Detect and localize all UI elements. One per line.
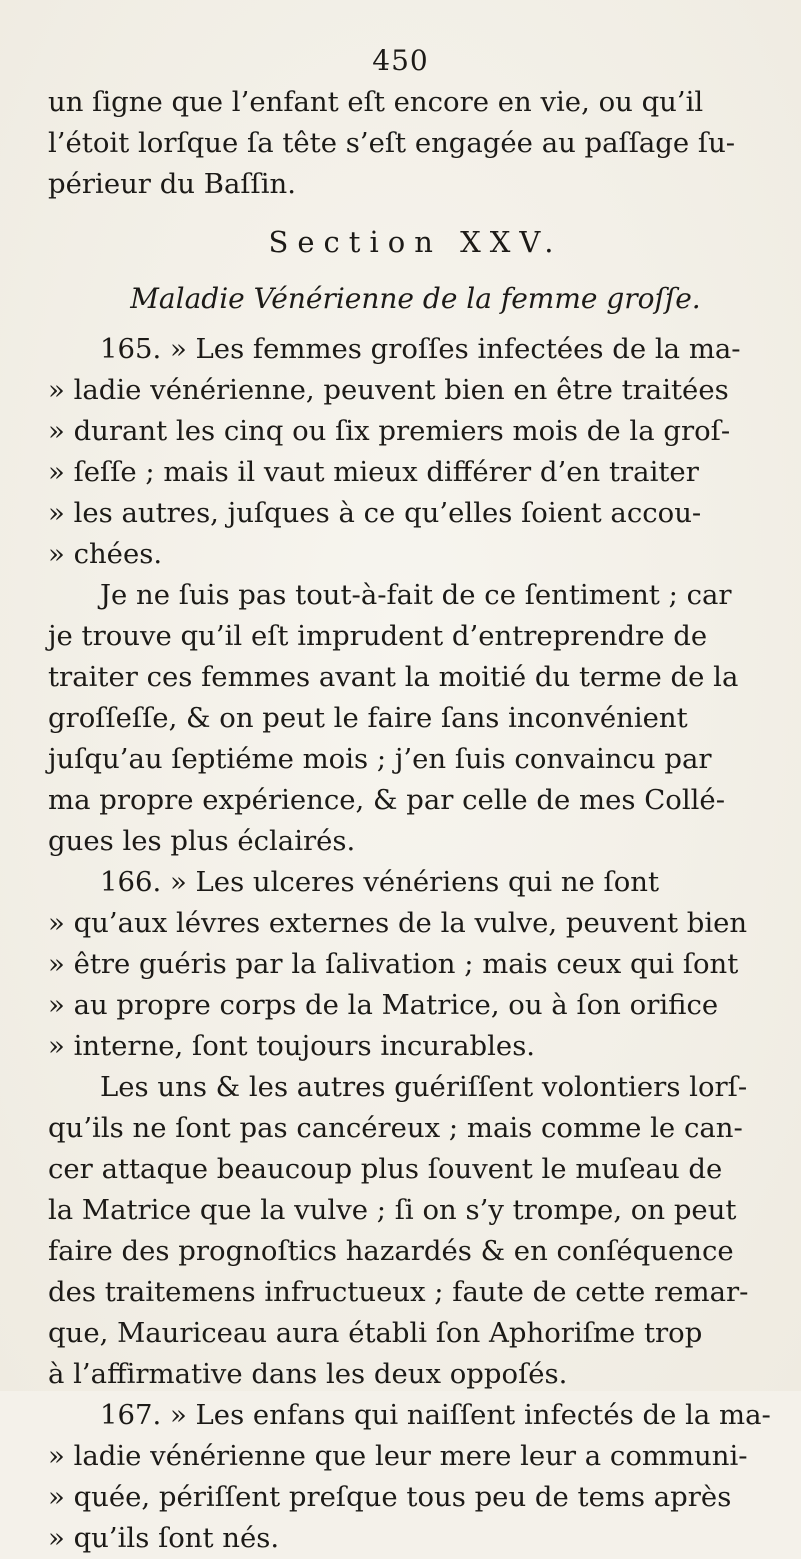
text-line: » quée, périſſent preſque tous peu de tems après	[48, 1481, 732, 1513]
text-line: 167. » Les enfans qui naiſſent infectés de la ma-	[100, 1399, 771, 1431]
text-line: » durant les cinq ou ſix premiers mois de la groſ-	[48, 415, 731, 447]
text-line: la Matrice que la vulve ; ſi on s’y trompe, on peut	[48, 1194, 737, 1226]
text-line: cer attaque beaucoup plus ſouvent le muſeau de	[48, 1153, 723, 1185]
intro-paragraph	[48, 82, 783, 205]
text-line: » interne, ſont toujours incurables.	[48, 1030, 536, 1062]
text-line: Les uns & les autres guériſſent volontiers lorſ-	[100, 1071, 748, 1103]
text-line: » ſeſſe ; mais il vaut mieux différer d’en traiter	[48, 456, 699, 488]
text-line: 166. » Les ulceres vénériens qui ne ſont	[100, 866, 660, 898]
text-line: des traitemens infructueux ; faute de cette remar-	[48, 1276, 749, 1308]
text-line: traiter ces femmes avant la moitié du terme de la	[48, 661, 739, 693]
text-line: ma propre expérience, & par celle de mes Collé-	[48, 784, 725, 816]
text-line: » au propre corps de la Matrice, ou à ſon orifice	[48, 989, 719, 1021]
text-line: périeur du Baſſin.	[48, 168, 296, 200]
text-line: juſqu’au ſeptiéme mois ; j’en ſuis convaincu par	[48, 743, 712, 775]
text-line: gues les plus éclairés.	[48, 825, 356, 857]
text-line: » qu’ils ſont nés.	[48, 1522, 280, 1554]
section-heading: Section XXV.	[268, 225, 563, 259]
text-line: je trouve qu’il eſt imprudent d’entreprendre de	[48, 620, 708, 652]
text-line: » ladie vénérienne, peuvent bien en être traitées	[48, 374, 729, 406]
text-line: faire des prognoſtics hazardés & en conſéquence	[48, 1235, 734, 1267]
page-number: 450	[372, 44, 429, 77]
page-body	[48, 82, 783, 1559]
paragraph	[48, 862, 783, 1067]
text-line: qu’ils ne ſont pas cancéreux ; mais comme le can-	[48, 1112, 743, 1144]
text-line: » les autres, juſques à ce qu’elles ſoient accou-	[48, 497, 702, 529]
paragraph	[48, 329, 783, 575]
chapter-title: Maladie Vénérienne de la femme groſſe.	[130, 282, 701, 315]
text-line: un ſigne que l’enfant eſt encore en vie, ou qu’il	[48, 86, 704, 118]
text-line: » chées.	[48, 538, 163, 570]
text-line: à l’affirmative dans les deux oppoſés.	[48, 1358, 568, 1390]
text-line: » qu’aux lévres externes de la vulve, peuvent bien	[48, 907, 748, 939]
text-line: que, Mauriceau aura établi ſon Aphoriſme trop	[48, 1317, 703, 1349]
paragraphs	[48, 329, 783, 1559]
text-line: » ladie vénérienne que leur mere leur a communi-	[48, 1440, 748, 1472]
paragraph	[48, 575, 783, 862]
text-line: l’étoit lorſque ſa tête s’eſt engagée au paſſage ſu-	[48, 127, 736, 159]
text-line: » être guéris par la ſalivation ; mais ceux qui ſont	[48, 948, 739, 980]
paragraph	[48, 1395, 783, 1559]
paragraph	[48, 1067, 783, 1395]
text-line: Je ne ſuis pas tout-à-fait de ce ſentiment ; car	[100, 579, 732, 611]
text-line: 165. » Les femmes groſſes infectées de la ma-	[100, 333, 741, 365]
text-line: groſſeſſe, & on peut le faire ſans inconvénient	[48, 702, 688, 734]
